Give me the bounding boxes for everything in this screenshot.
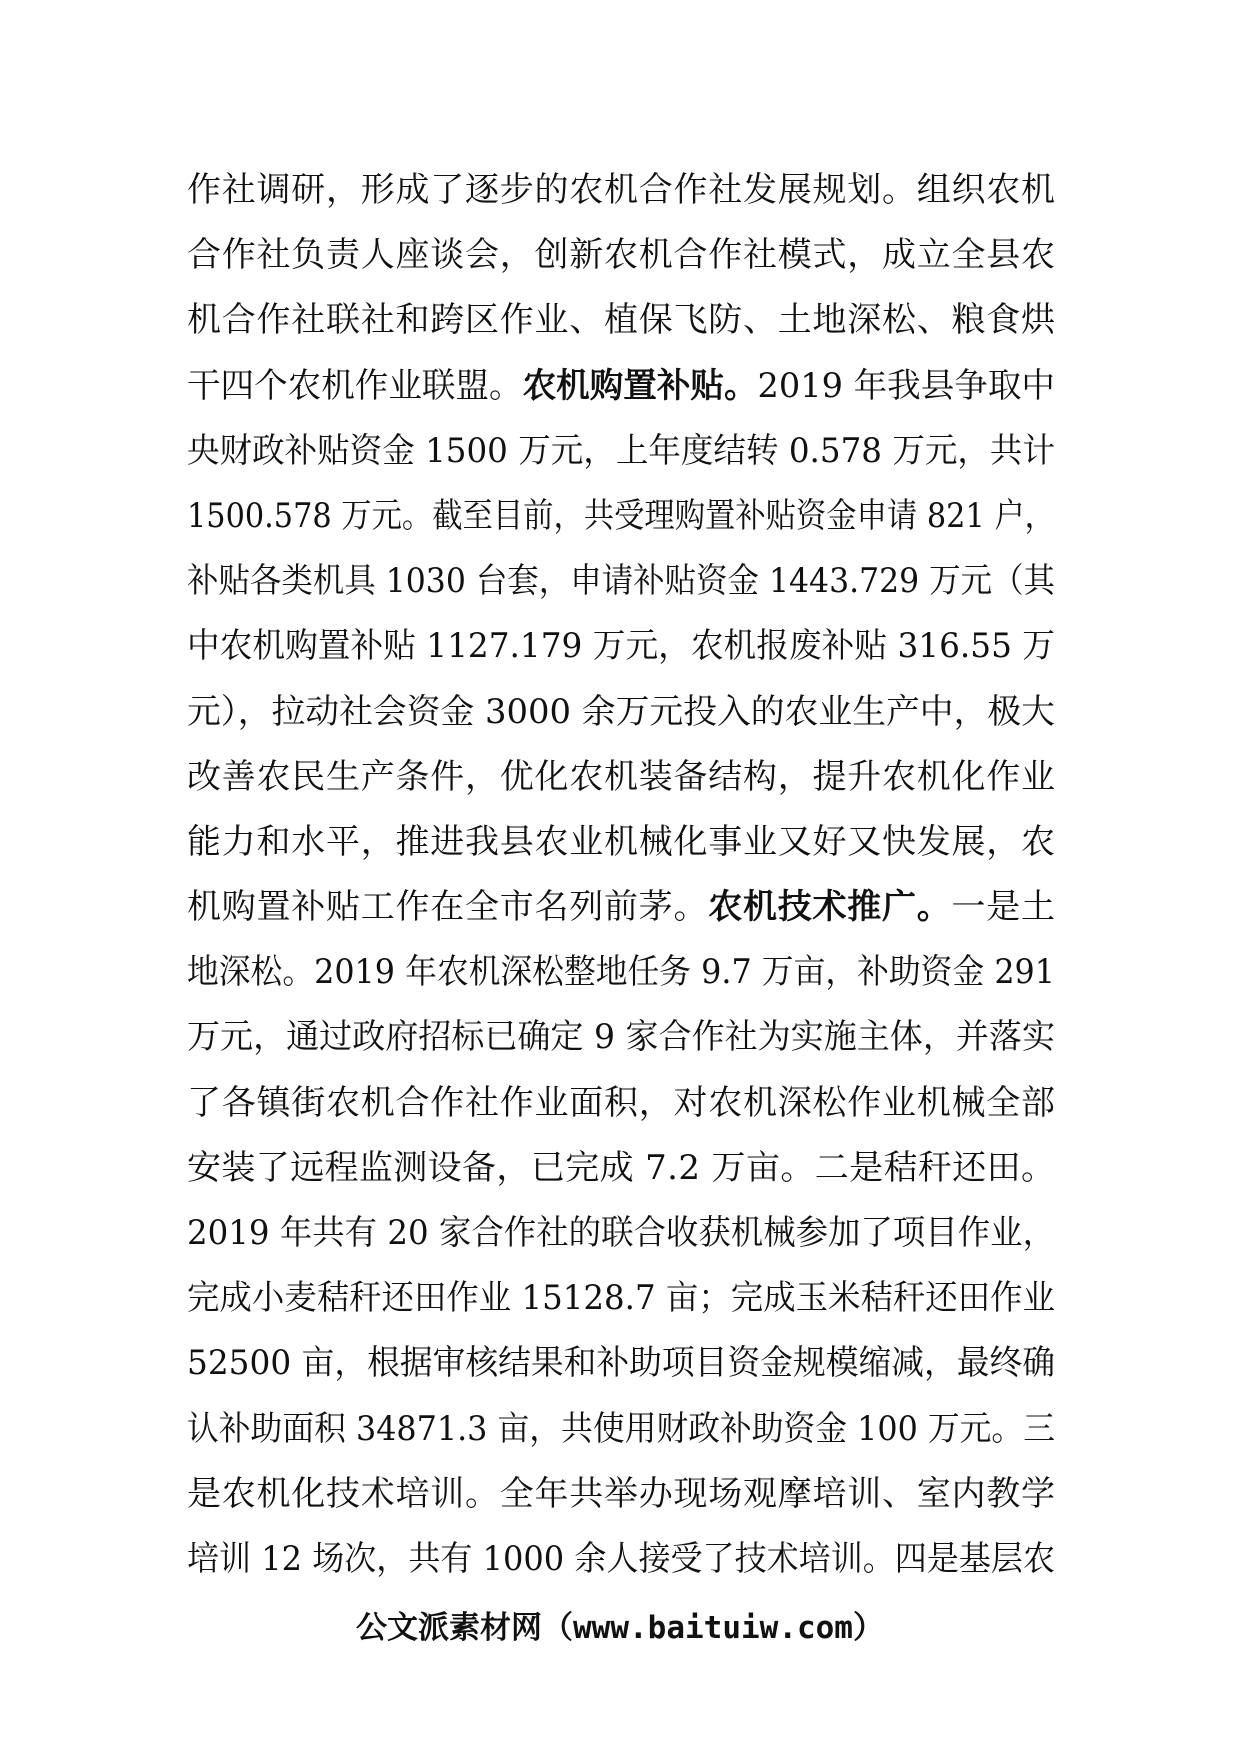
text-line bbox=[187, 158, 1055, 223]
text-run: 元），拉动社会资金 3000 余万元投入的农业生产中，极大 bbox=[187, 691, 1055, 732]
text-line-content bbox=[187, 1266, 1055, 1331]
text-run: 2019 年共有 20 家合作社的联合收获机械参加了项目作业， bbox=[187, 1213, 1055, 1253]
text-line-content bbox=[187, 1474, 1056, 1514]
text-line-content bbox=[187, 1005, 1055, 1070]
text-line-content bbox=[187, 1397, 1055, 1462]
footer-watermark bbox=[0, 1602, 1240, 1647]
text-run: 一是土 bbox=[951, 887, 1056, 928]
bold-heading: 农机购置补贴。 bbox=[522, 365, 758, 406]
footer-open-paren: （ bbox=[542, 1610, 574, 1646]
text-line bbox=[187, 1331, 1055, 1396]
text-line-content bbox=[187, 419, 1055, 484]
text-run: 地深松。2019 年农机深松整地任务 9.7 万亩，补助资金 291 bbox=[187, 952, 1055, 993]
text-line-content bbox=[187, 757, 1056, 797]
text-line bbox=[187, 484, 1055, 549]
body-text bbox=[187, 158, 1055, 1592]
text-line bbox=[187, 1201, 1055, 1266]
text-line bbox=[187, 1397, 1055, 1462]
text-run: 认补助面积 34871.3 亩，共使用财政补助资金 100 万元。三 bbox=[187, 1408, 1055, 1449]
text-line-content bbox=[187, 1331, 1055, 1396]
text-line-content bbox=[187, 680, 1055, 745]
text-line-content bbox=[187, 170, 1056, 210]
text-run: 机合作社联社和跨区作业、植保飞防、土地深松、粮食烘 bbox=[187, 300, 1056, 341]
text-line-content bbox=[187, 354, 1055, 419]
footer-url: www.baituiw.com bbox=[573, 1610, 853, 1646]
text-run: 合作社负责人座谈会，创新农机合作社模式，成立全县农 bbox=[187, 235, 1056, 276]
text-line-content bbox=[187, 484, 1055, 549]
text-run: 万元，通过政府招标已确定 9 家合作社为实施主体，并落实 bbox=[187, 1017, 1055, 1058]
text-run: 能力和水平，推进我县农业机械化事业又好又快发展，农 bbox=[187, 821, 1056, 862]
text-run: 干四个农机作业联盟。 bbox=[187, 365, 523, 406]
text-line bbox=[187, 1527, 1055, 1592]
text-line-content bbox=[187, 887, 1056, 927]
text-run: 安装了远程监测设备，已完成 7.2 万亩。二是秸秆还田。 bbox=[187, 1147, 1056, 1188]
text-run: 作社调研，形成了逐步的农机合作社发展规划。组织农机 bbox=[187, 170, 1056, 210]
text-line bbox=[187, 680, 1055, 745]
text-run: 改善农民生产条件，优化农机装备结构，提升农机化作业 bbox=[187, 756, 1056, 797]
text-run: 52500 亩，根据审核结果和补助项目资金规模缩减，最终确 bbox=[187, 1343, 1055, 1384]
text-line bbox=[187, 745, 1055, 810]
text-run: 补贴各类机具 1030 台套，申请补贴资金 1443.729 万元（其 bbox=[187, 561, 1055, 602]
text-line bbox=[187, 614, 1055, 679]
text-run: 是农机化技术培训。全年共举办现场观摩培训、室内教学 bbox=[187, 1473, 1056, 1514]
text-run: 机购置补贴工作在全市名列前茅。 bbox=[187, 887, 709, 928]
text-line-content bbox=[187, 940, 1055, 1005]
text-line bbox=[187, 288, 1055, 353]
text-run: 培训 12 场次，共有 1000 余人接受了技术培训。四是基层农 bbox=[187, 1538, 1055, 1579]
text-run: 2019 年我县争取中 bbox=[757, 365, 1055, 406]
text-line-content bbox=[187, 1527, 1055, 1592]
text-line bbox=[187, 549, 1055, 614]
text-line bbox=[187, 1462, 1055, 1527]
text-run: 中农机购置补贴 1127.179 万元，农机报废补贴 316.55 万 bbox=[187, 626, 1055, 667]
bold-heading: 农机技术推广。 bbox=[708, 887, 952, 928]
text-line bbox=[187, 940, 1055, 1005]
text-line bbox=[187, 1005, 1055, 1070]
footer-close-paren: ） bbox=[852, 1610, 884, 1646]
text-run: 1500.578 万元。截至目前，共受理购置补贴资金申请 821 户， bbox=[187, 495, 1055, 536]
text-line bbox=[187, 875, 1055, 940]
text-line-content bbox=[187, 300, 1056, 340]
text-run: 央财政补贴资金 1500 万元，上年度结转 0.578 万元，共计 bbox=[187, 430, 1055, 471]
text-line bbox=[187, 419, 1055, 484]
text-run: 了各镇街农机合作社作业面积，对农机深松作业机械全部 bbox=[187, 1082, 1056, 1123]
text-line bbox=[187, 223, 1055, 288]
text-line-content bbox=[187, 235, 1056, 275]
text-line bbox=[187, 1266, 1055, 1331]
text-line-content bbox=[187, 1148, 1055, 1188]
text-line-content bbox=[187, 614, 1055, 679]
text-line bbox=[187, 1136, 1055, 1201]
footer-site-name: 公文派素材网 bbox=[356, 1610, 543, 1646]
text-line bbox=[187, 810, 1055, 875]
text-line bbox=[187, 1071, 1055, 1136]
text-line-content bbox=[187, 1083, 1056, 1123]
text-run: 完成小麦秸秆还田作业 15128.7 亩；完成玉米秸秆还田作业 bbox=[187, 1278, 1055, 1319]
text-line-content bbox=[187, 822, 1056, 862]
text-line-content bbox=[187, 1201, 1055, 1266]
text-line-content bbox=[187, 549, 1055, 614]
text-line bbox=[187, 354, 1055, 419]
